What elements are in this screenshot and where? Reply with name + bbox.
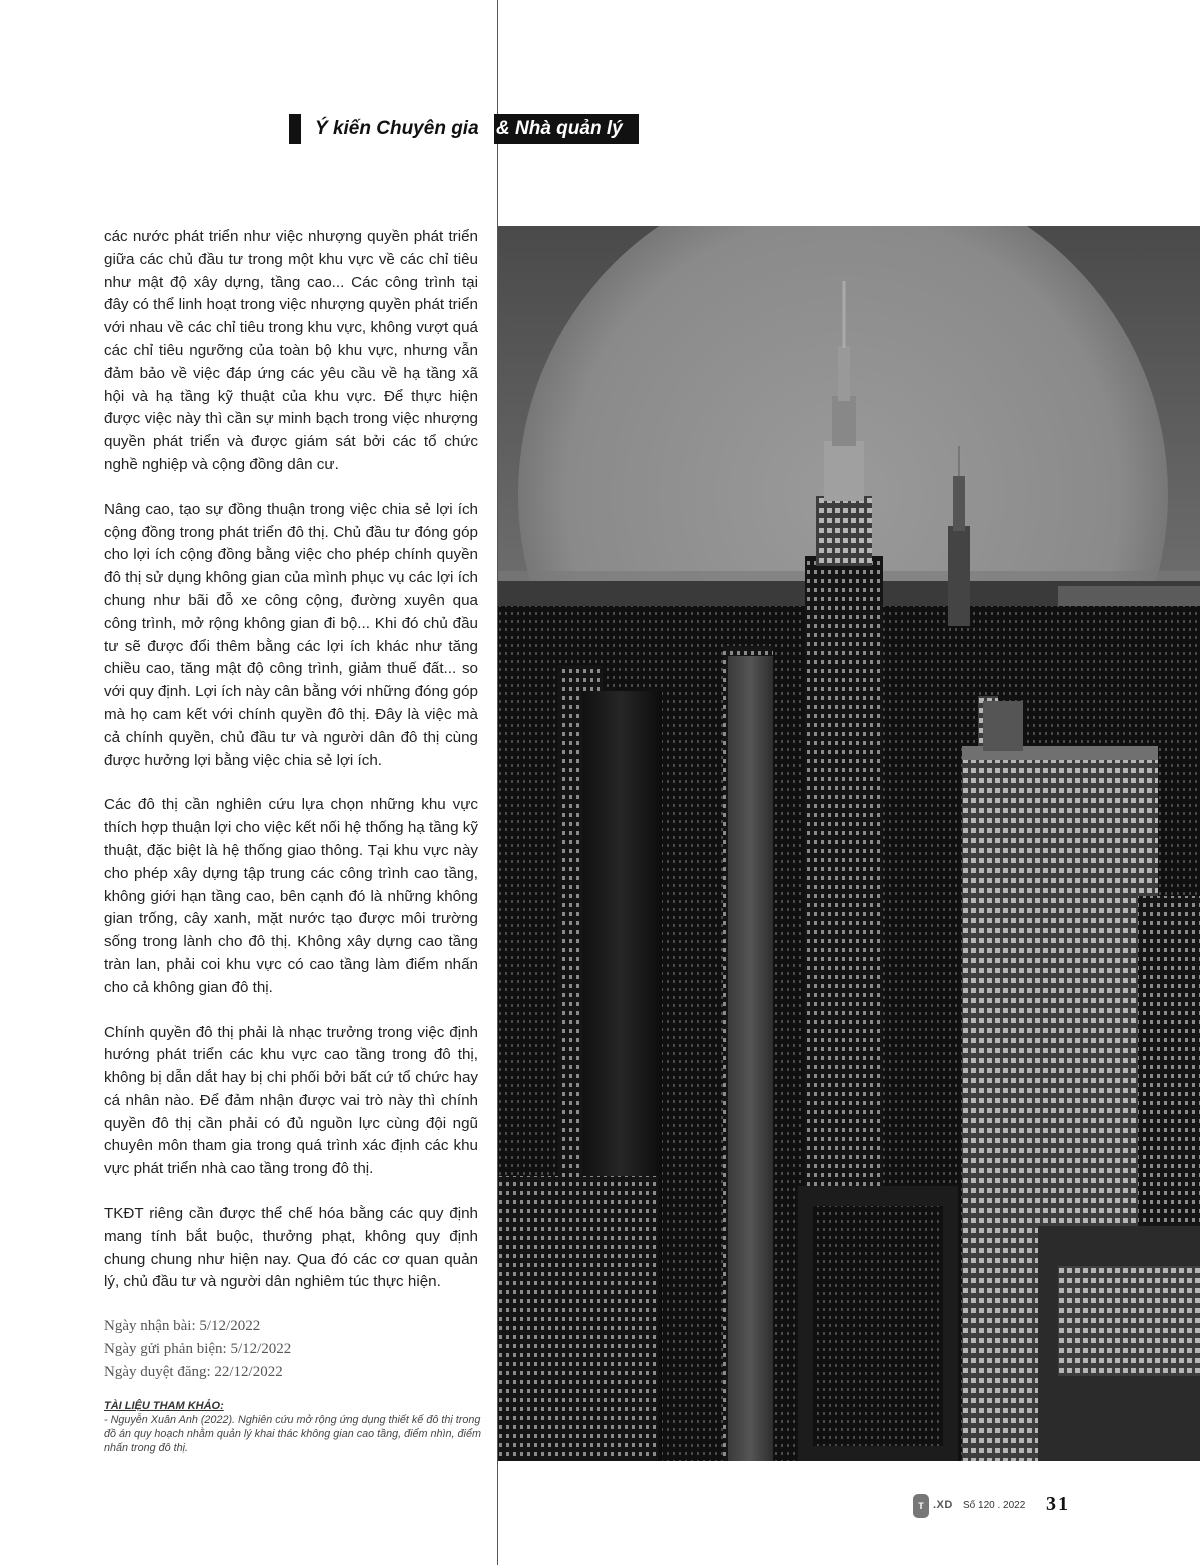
reference-item: - Nguyễn Xuân Anh (2022). Nghiên cứu mở rộng ứng dụng thiết kế đô thị trong đồ án quy hoạch nhằm quản lý khai thác không gian cao tầng, điểm nhìn, điểm nhấn trong đô thị. [104,1414,481,1454]
paragraph: các nước phát triển như việc nhượng quyền phát triển giữa các chủ đầu tư trong một khu vực về các chỉ tiêu như mật độ xây dựng, tầng cao... Các công trình tại đây có thể linh hoạt trong việc nhượng quyền phát triển với nhau về các chỉ tiêu trong khu vực, không vượt quá các chỉ tiêu ngưỡng của toàn bộ khu vực, nhưng vẫn đảm bảo về việc đáp ứng các yêu cầu về hạ tầng xã hội và hạ tầng kỹ thuật của khu vực. Để thực hiện được việc này thì cần sự minh bạch trong việc nhượng quyền phát triển và được giám sát bởi các tổ chức nghề nghiệp và cộng đồng dân cư. [104,228,478,473]
page-number: 31 [1046,1493,1070,1515]
references-title: TÀI LIỆU THAM KHẢO: [104,1400,224,1412]
date-received: Ngày nhận bài: 5/12/2022 [104,1318,261,1334]
section-title-part1: Ý kiến Chuyên gia [315,118,479,139]
section-title-part2: & Nhà quản lý [494,114,639,144]
article-dates [104,1315,484,1384]
magazine-name: .XD [933,1499,953,1511]
paragraph: Nâng cao, tạo sự đồng thuận trong việc chia sẻ lợi ích cộng đồng trong phát triển đô thị. Chủ đầu tư đóng góp cho lợi ích cộng đồng bằng việc cho phép chính quyền đô thị sử dụng không gian của mình phục vụ các lợi ích chung như bãi đỗ xe công cộng, đường xuyên qua công trình, mở rộng không gian đi bộ... Khi đó chủ đầu tư sẽ được đổi thêm bằng các lợi ích khác như tăng chiều cao, tăng mật độ công trình, giảm thuế đất... so với quy định. Lợi ích này cân bằng với những đóng góp mà họ cam kết với chính quyền đô thị. Đây là việc mà cả chính quyền, chủ đầu tư và người dân đô thị cùng được hưởng lợi bằng việc chia sẻ lợi ích. [104,500,478,769]
issue-number: Số 120 . 2022 [963,1500,1026,1511]
magazine-logo: T [913,1494,929,1518]
paragraph: Các đô thị cần nghiên cứu lựa chọn những khu vực thích hợp thuận lợi cho việc kết nối hệ thống hạ tầng kỹ thuật, đặc biệt là hệ thống giao thông. Tại khu vực này cho phép xây dựng tập trung các công trình cao tầng, không giới hạn tầng cao, bên cạnh đó là những không gian trống, cây xanh, mặt nước tạo được môi trường sống trong lành cho đô thị. Không xây dựng cao tầng tràn lan, phải coi khu vực có cao tầng làm điểm nhấn cho cả không gian đô thị. [104,796,478,996]
date-review: Ngày gửi phản biện: 5/12/2022 [104,1341,292,1357]
paragraph: Chính quyền đô thị phải là nhạc trưởng trong việc định hướng phát triển các khu vực cao tầng trong đô thị, không bị dẫn dắt hay bị chi phối bởi bất cứ tổ chức hay cá nhân nào. Để đảm nhận được vai trò này thì chính quyền đô thị cần phải có đủ nguồn lực cùng đội ngũ chuyên môn tham gia trong quá trình xác định các khu vực phát triển nhà cao tầng trong đô thị. [104,1023,478,1178]
header-marker-block [289,114,301,144]
references [104,1399,484,1455]
section-header [289,114,639,144]
date-approved: Ngày duyệt đăng: 22/12/2022 [104,1364,283,1380]
article-body [104,226,478,1316]
city-skyline-photo [498,226,1200,1461]
paragraph: TKĐT riêng cần được thể chế hóa bằng các quy định mang tính bắt buộc, thưởng phạt, không quy định chung chung như hiện nay. Qua đó các cơ quan quản lý, chủ đầu tư và người dân nghiêm túc thực hiện. [104,1205,478,1291]
